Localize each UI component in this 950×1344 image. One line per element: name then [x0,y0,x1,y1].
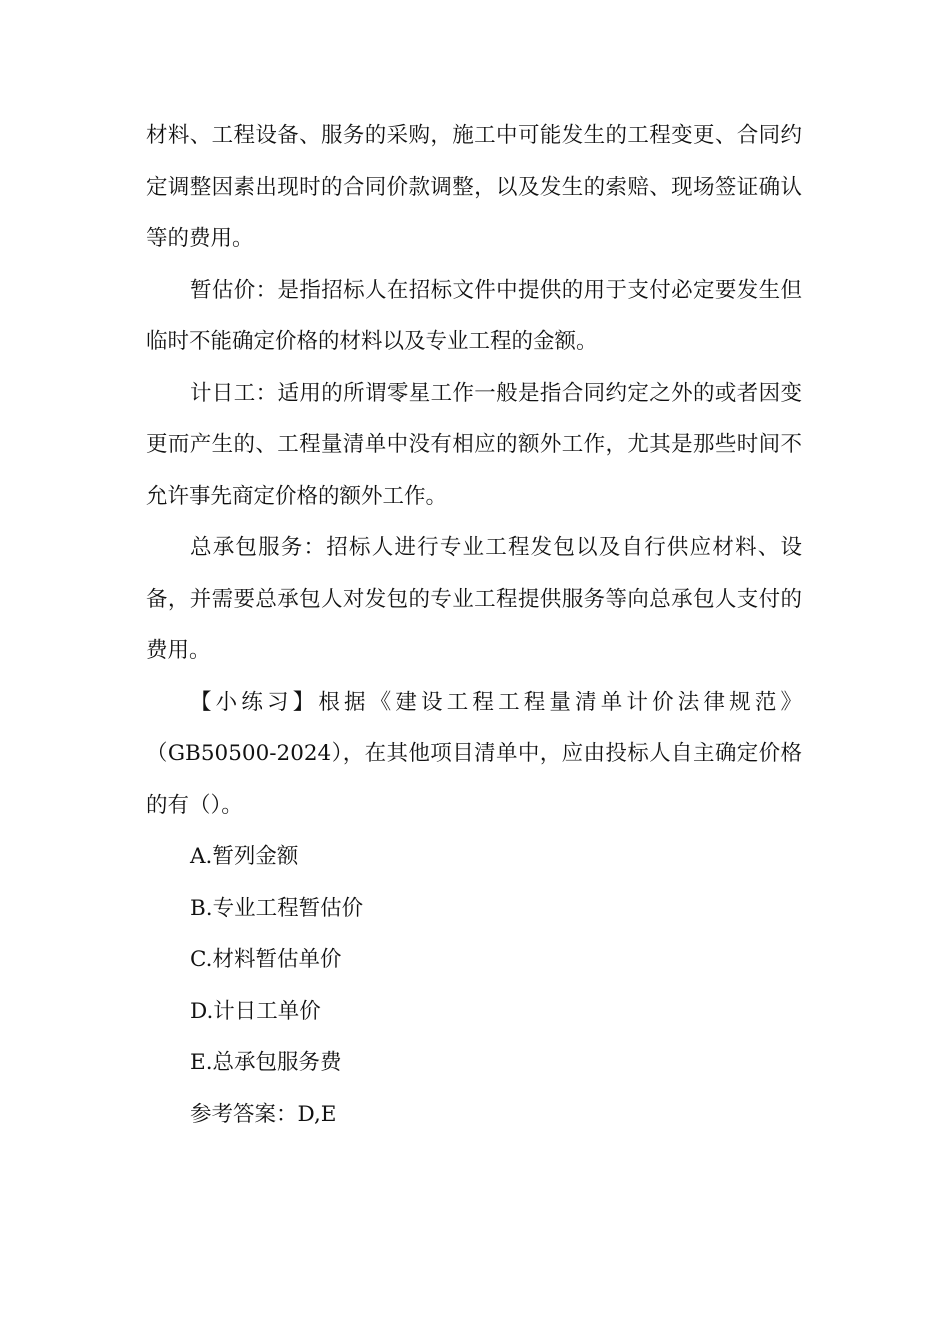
exercise-question: 【小练习】根据《建设工程工程量清单计价法律规范》（GB50500-2024），在其他项目清单中，应由投标人自主确定价格的有（）。 [146,689,802,818]
paragraph-daywork: 计日工：适用的所谓零星工作一般是指合同约定之外的或者因变更而产生的、工程量清单中没有相应的额外工作，尤其是那些时间不允许事先商定价格的额外工作。 [146,380,802,509]
reference-answer: 参考答案：D,E [190,1101,337,1127]
paragraph-continuation: 材料、工程设备、服务的采购，施工中可能发生的工程变更、合同约定调整因素出现时的合同价款调整，以及发生的索赔、现场签证确认等的费用。 [146,123,802,251]
paragraph-provisional-estimate: 暂估价：是指招标人在招标文件中提供的用于支付必定要发生但临时不能确定价格的材料以及专业工程的金额。 [146,277,802,354]
option-b: B.专业工程暂估价 [190,895,364,921]
document-body [146,110,802,1140]
option-a: A.暂列金额 [190,844,299,869]
paragraph-general-contracting-service: 总承包服务：招标人进行专业工程发包以及自行供应材料、设备，并需要总承包人对发包的专业工程提供服务等向总承包人支付的费用。 [146,535,802,663]
option-e: E.总承包服务费 [190,1050,342,1075]
option-d: D.计日工单价 [190,998,321,1024]
option-c: C.材料暂估单价 [190,947,342,972]
